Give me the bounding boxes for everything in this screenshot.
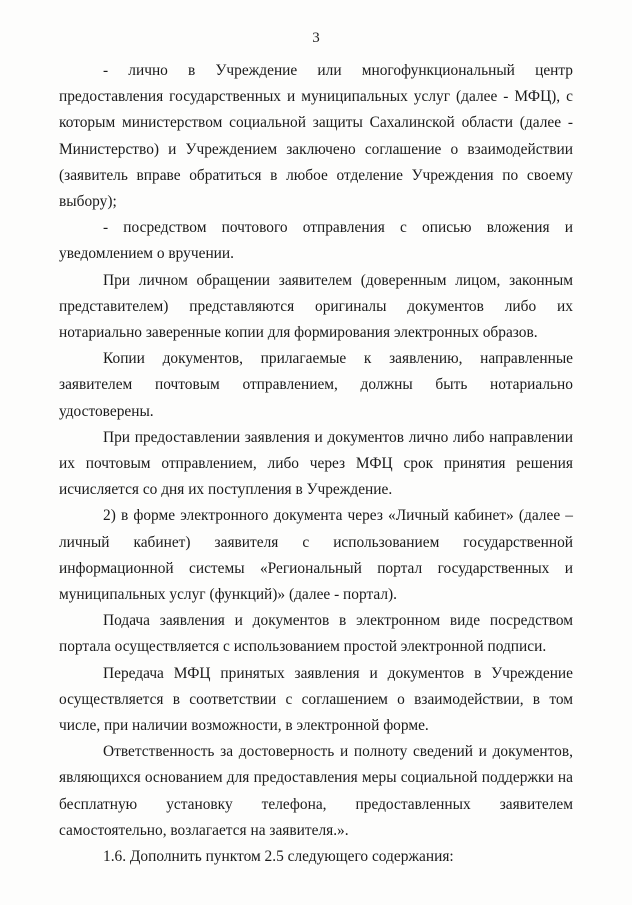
page-number: 3 — [312, 30, 320, 46]
paragraph-submission-by-mail: - посредством почтового отправления с описью вложения и уведомлением о вручении. — [59, 219, 573, 263]
document-body — [59, 58, 573, 870]
paragraph-electronic-form: 2) в форме электронного документа через «Личный кабинет» (далее – личный кабинет) заявителя с использованием государственной информационной системы «Региональный портал государственных и муниципальных услуг (функций)» (далее - портал). — [59, 507, 573, 604]
paragraph-originals: При личном обращении заявителем (доверенным лицом, законным представителем) представляются оригиналы документов либо их нотариально заверенные копии для формирования электронных образов. — [59, 271, 573, 342]
paragraph-submission-in-person: - лично в Учреждение или многофункциональный центр предоставления государственных и муниципальных услуг (далее - МФЦ), с которым министерством социальной защиты Сахалинской области (далее - Министерство) и Учреждением заключено соглашение о взаимодействии (заявитель вправе обратиться в любое отделение Учреждения по своему выбору); — [59, 62, 573, 211]
paragraph-notarized-copies: Копии документов, прилагаемые к заявлению, направленные заявителем почтовым отправлением, должны быть нотариально удостоверены. — [59, 350, 573, 420]
paragraph-responsibility: Ответственность за достоверность и полноту сведений и документов, являющихся основанием для предоставления меры социальной поддержки на бесплатную установку телефона, предоставленных заявителем самостоятельно, возлагается на заявителя.». — [59, 743, 573, 839]
paragraph-electronic-signature: Подача заявления и документов в электронном виде посредством портала осуществляется с использованием простой электронной подписи. — [59, 612, 573, 656]
paragraph-decision-term: При предоставлении заявления и документов лично либо направлении их почтовым отправлением, либо через МФЦ срок принятия решения исчисляется со дня их поступления в Учреждение. — [59, 428, 573, 499]
paragraph-amendment: 1.6. Дополнить пунктом 2.5 следующего содержания: — [103, 848, 454, 866]
paragraph-mfc-transfer: Передача МФЦ принятых заявления и документов в Учреждение осуществляется в соответствии с соглашением о взаимодействии, в том числе, при наличии возможности, в электронной форме. — [59, 664, 573, 735]
